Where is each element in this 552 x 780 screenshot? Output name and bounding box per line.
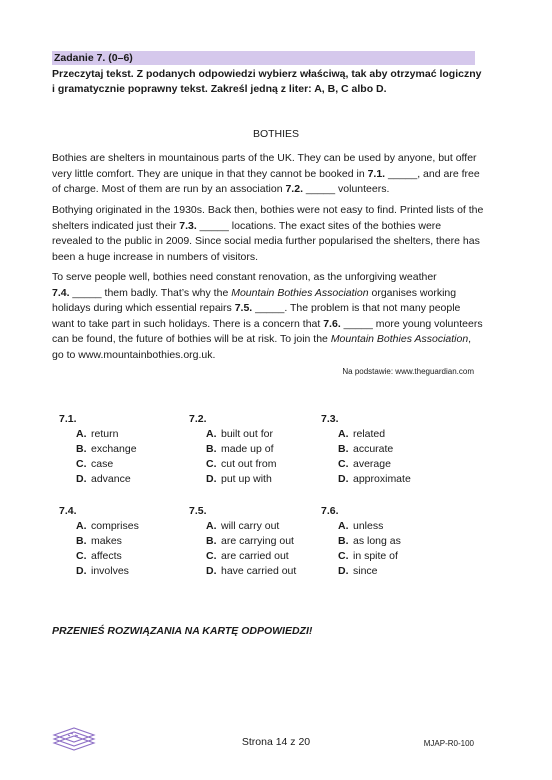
option-text: built out for (221, 428, 273, 440)
option-text: are carried out (221, 550, 289, 562)
paragraph-1 (52, 151, 484, 198)
transfer-answers-note: PRZENIEŚ ROZWIĄZANIA NA KARTĘ ODPOWIEDZI! (52, 625, 313, 637)
option-b[interactable] (189, 534, 319, 549)
text-span: _____ volunteers. (302, 183, 390, 195)
option-d[interactable] (59, 472, 189, 487)
question-7-5 (189, 504, 319, 579)
text-span: _____, and are free of charge. Most of them are run by an association (52, 167, 480, 195)
option-text: makes (91, 535, 122, 547)
option-text: put up with (221, 473, 272, 485)
instruction-line-2: i gramatycznie poprawny tekst. Zakreśl jedną z liter: A, B, C albo D. (52, 83, 387, 95)
option-b[interactable] (59, 442, 189, 457)
option-text: as long as (353, 535, 401, 547)
option-text: case (91, 458, 114, 470)
gap-7-4-label: 7.4. (52, 286, 70, 299)
option-letter: B. (76, 535, 87, 547)
option-d[interactable] (321, 472, 451, 487)
gap-7-3-label: 7.3. (179, 219, 197, 232)
text-title: BOTHIES (252, 128, 300, 140)
option-text: affects (91, 550, 122, 562)
association-name: Mountain Bothies Association (231, 286, 369, 299)
option-a[interactable] (59, 427, 189, 442)
paragraph-2 (52, 203, 484, 265)
option-letter: B. (76, 443, 87, 455)
page-number: Strona 14 z 20 (241, 736, 311, 748)
option-c[interactable] (189, 549, 319, 564)
question-number: 7.2. (189, 413, 207, 425)
option-text: involves (91, 565, 129, 577)
option-text: in spite of (353, 550, 398, 562)
gap-7-6-label: 7.6. (323, 317, 341, 330)
option-letter: B. (338, 443, 349, 455)
option-text: average (353, 458, 391, 470)
option-text: accurate (353, 443, 394, 455)
option-text: cut out from (221, 458, 277, 470)
gap-7-5-label: 7.5. (234, 302, 253, 314)
text-span: , go to www.mountainbothies.org.uk. (52, 333, 472, 361)
text-span: _____ more young volunteers can be found, the future of bothies will be at risk. To join the (52, 317, 483, 345)
instruction-line-1: Przeczytaj tekst. Z podanych odpowiedzi wybierz właściwą, tak aby otrzymać logiczny (52, 68, 482, 80)
paragraph-3 (52, 270, 484, 363)
option-text: made up of (221, 443, 274, 455)
option-letter: D. (206, 565, 217, 577)
text-span: organises working holidays during which essential repairs (52, 286, 457, 314)
question-number: 7.1. (59, 413, 77, 425)
option-d[interactable] (189, 564, 319, 579)
question-number: 7.5. (189, 505, 207, 517)
option-text: unless (353, 520, 384, 532)
option-d[interactable] (321, 564, 451, 579)
option-c[interactable] (321, 457, 451, 472)
option-letter: A. (206, 520, 217, 532)
option-letter: B. (206, 535, 217, 547)
text-span: Bothying originated in the 1930s. Back then, bothies were not easy to find. Printed lists of the shelters indicated just their (52, 204, 484, 232)
question-7-1 (59, 412, 189, 487)
option-text: are carrying out (221, 535, 294, 547)
option-b[interactable] (189, 442, 319, 457)
option-c[interactable] (59, 549, 189, 564)
text-span: _____. The problem is that not many people want to take part in such holidays. There is a concern that (52, 302, 461, 330)
text-span: _____ them badly. That’s why the (69, 286, 232, 299)
question-number: 7.4. (59, 505, 77, 517)
option-c[interactable] (189, 457, 319, 472)
option-letter: C. (76, 550, 87, 562)
option-text: return (91, 428, 119, 440)
option-a[interactable] (321, 427, 451, 442)
option-text: exchange (91, 443, 137, 455)
source-note: Na podstawie: www.theguardian.com (342, 367, 474, 376)
option-letter: A. (338, 428, 349, 440)
option-letter: A. (206, 428, 217, 440)
gap-7-2-label: 7.2. (285, 183, 303, 195)
option-letter: C. (206, 458, 217, 470)
option-text: since (353, 565, 378, 577)
question-7-3 (321, 412, 451, 487)
option-letter: D. (76, 565, 87, 577)
option-b[interactable] (59, 534, 189, 549)
option-letter: B. (206, 443, 217, 455)
question-7-4 (59, 504, 189, 579)
task-instruction (52, 67, 482, 97)
option-b[interactable] (321, 534, 451, 549)
text-span: To serve people well, bothies need constant renovation, as the unforgiving weather (52, 271, 437, 283)
option-letter: C. (338, 458, 349, 470)
option-a[interactable] (189, 427, 319, 442)
option-letter: A. (338, 520, 349, 532)
association-name: Mountain Bothies Association (330, 333, 469, 345)
option-text: have carried out (221, 565, 297, 577)
option-b[interactable] (321, 442, 451, 457)
question-7-6 (321, 504, 451, 579)
option-d[interactable] (59, 564, 189, 579)
option-text: comprises (91, 520, 139, 532)
exam-code: MJAP-R0-100 (423, 739, 474, 748)
option-letter: D. (76, 473, 87, 485)
option-a[interactable] (321, 519, 451, 534)
option-letter: C. (76, 458, 87, 470)
option-c[interactable] (59, 457, 189, 472)
option-letter: D. (338, 565, 349, 577)
option-letter: D. (206, 473, 217, 485)
option-letter: B. (338, 535, 349, 547)
option-text: related (353, 428, 386, 440)
text-span: Bothies are shelters in mountainous parts of the UK. They can be used by anyone, but offer very little comfort. They are unique in that they cannot be booked in (52, 152, 477, 180)
option-d[interactable] (189, 472, 319, 487)
task-header: Zadanie 7. (0–6) (52, 51, 475, 65)
option-a[interactable] (189, 519, 319, 534)
question-number: 7.6. (321, 505, 339, 517)
option-text: will carry out (221, 520, 280, 532)
question-7-2 (189, 412, 319, 487)
option-letter: A. (76, 428, 87, 440)
option-a[interactable] (59, 519, 189, 534)
option-letter: D. (338, 473, 349, 485)
option-letter: A. (76, 520, 87, 532)
text-span: _____ locations. The exact sites of the bothies were revealed to the public in 2009. Since social media further popularised the shelters, there has been a huge increase in numbers of visitors. (52, 219, 480, 263)
option-letter: C. (206, 550, 217, 562)
option-letter: C. (338, 550, 349, 562)
question-number: 7.3. (321, 413, 339, 425)
option-c[interactable] (321, 549, 451, 564)
gap-7-1-label: 7.1. (367, 167, 386, 180)
option-text: approximate (353, 473, 411, 485)
option-text: advance (91, 473, 131, 485)
